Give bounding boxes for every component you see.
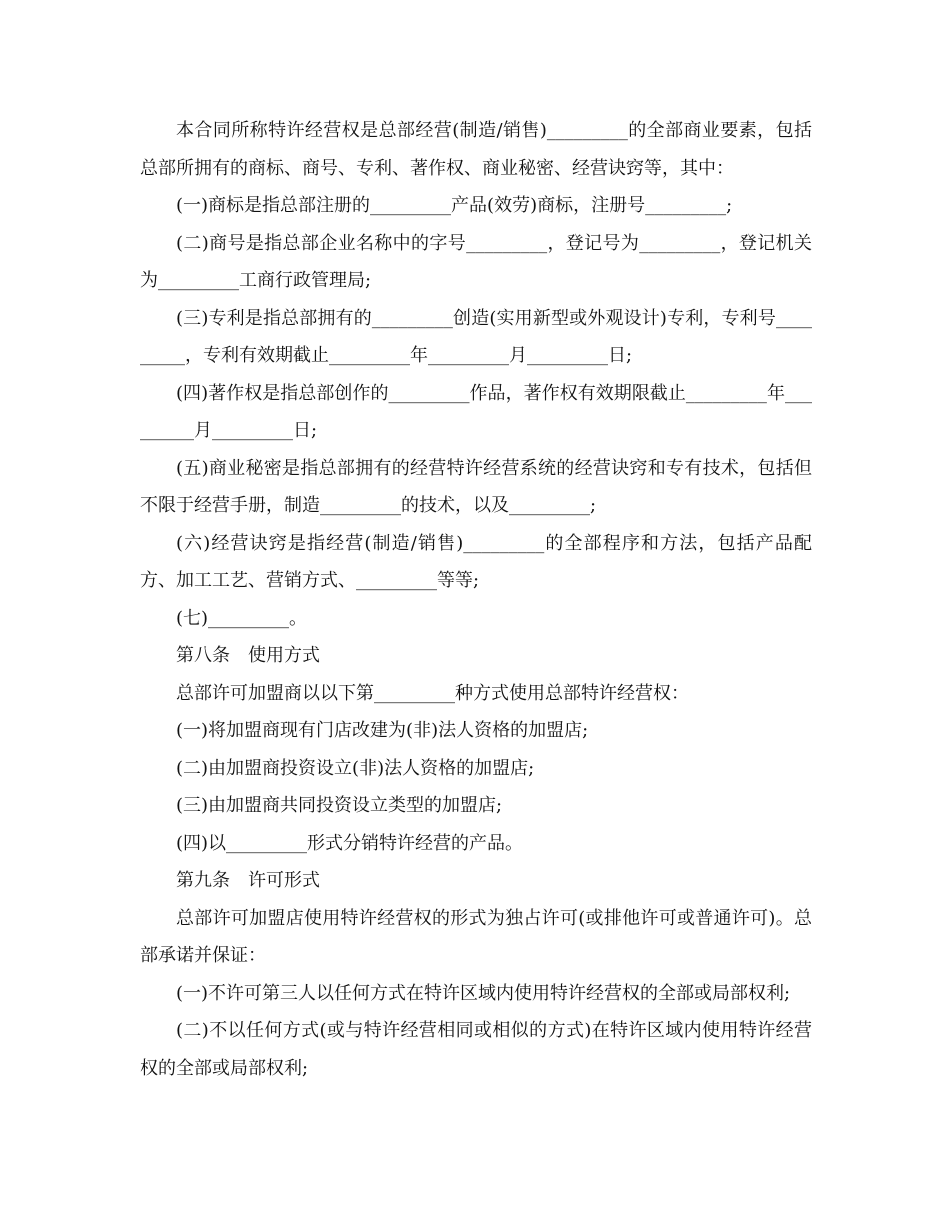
paragraph-usage-option-4: (四)以_________形式分销特许经营的产品。 [176,832,524,854]
paragraph-scope: 本合同所称特许经营权是总部经营(制造/销售)_________的全部商业要素，包括总部所拥有的商标、商号、专利、著作权、商业秘密、经营诀窍等，其中： [140,120,812,179]
document-body [140,112,812,1087]
paragraph-know-how: (六)经营诀窍是指经营(制造/销售)_________的全部程序和方法，包括产品配方、加工工艺、营销方式、_________等等; [140,532,812,591]
paragraph-trade-name: (二)商号是指总部企业名称中的字号_________，登记号为_________，登记机关为_________工商行政管理局; [140,232,812,291]
paragraph-usage-option-1: (一)将加盟商现有门店改建为(非)法人资格的加盟店; [176,720,589,741]
paragraph-copyright: (四)著作权是指总部创作的_________作品，著作权有效期限截止_________年_________月_________日; [140,382,812,441]
paragraph-patent: (三)专利是指总部拥有的_________创造(实用新型或外观设计)专利，专利号_________，专利有效期截止_________年_________月_________日; [140,307,812,366]
article-eight-heading: 第八条 使用方式 [176,645,320,666]
paragraph-usage-option-3: (三)由加盟商共同投资设立类型的加盟店; [176,795,503,816]
paragraph-trade-secret: (五)商业秘密是指总部拥有的经营特许经营系统的经营诀窍和专有技术，包括但不限于经营手册，制造_________的技术，以及_________; [140,457,812,516]
paragraph-promise-2: (二)不以任何方式(或与特许经营相同或相似的方式)在特许区域内使用特许经营权的全部或局部权利; [140,1020,812,1079]
paragraph-promise-1: (一)不许可第三人以任何方式在特许区域内使用特许经营权的全部或局部权利; [176,982,791,1004]
paragraph-usage-option-2: (二)由加盟商投资设立(非)法人资格的加盟店; [176,757,535,779]
article-nine-heading: 第九条 许可形式 [176,870,320,891]
paragraph-item-seven: (七)_________。 [176,607,308,629]
paragraph-trademark: (一)商标是指总部注册的_________产品(效劳)商标，注册号_________; [176,195,733,216]
paragraph-usage-method: 总部许可加盟商以以下第_________种方式使用总部特许经营权： [176,682,689,704]
paragraph-license-form: 总部许可加盟店使用特许经营权的形式为独占许可(或排他许可或普通许可)。总部承诺并保证： [140,907,812,966]
